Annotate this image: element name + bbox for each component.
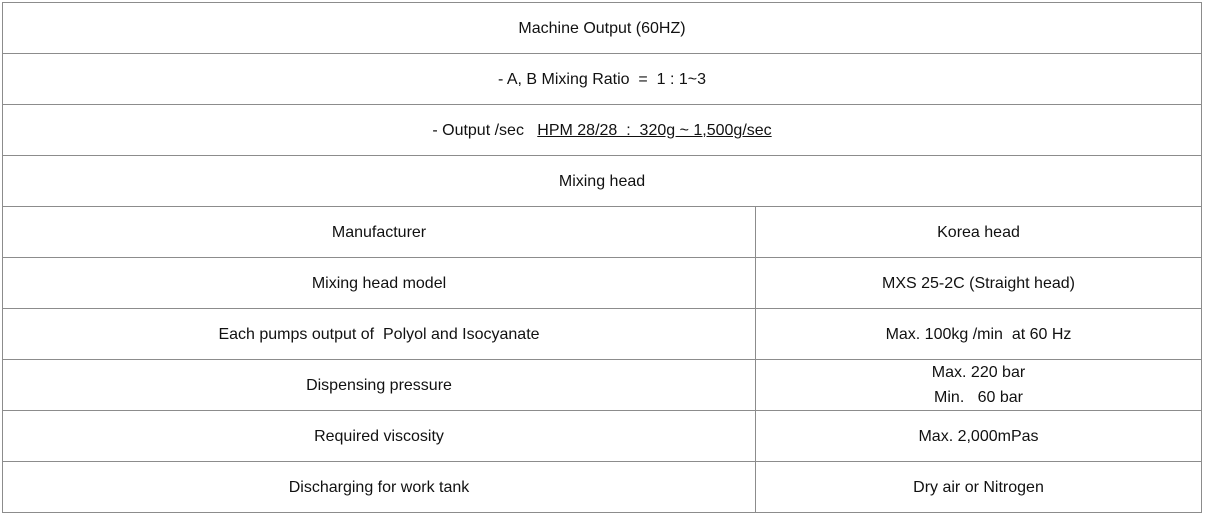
output-prefix-text: - Output /sec [432,121,538,139]
table-row [3,156,1202,207]
mixing-head-heading [3,156,1202,207]
spec-value-line: Min. 60 bar [934,389,1023,406]
spec-label-cell [3,258,756,309]
table-row [3,207,1202,258]
spec-value: Max. 100kg /min at 60 Hz [885,325,1072,343]
spec-label: Dispensing pressure [306,376,452,394]
machine-output-heading [3,3,1202,54]
output-per-sec-cell [3,105,1202,156]
machine-output-text: Machine Output (60HZ) [518,19,686,37]
spec-value-cell [756,258,1202,309]
spec-value-cell [756,360,1202,411]
output-value-text: HPM 28/28 : 320g ~ 1,500g/sec [537,121,772,139]
table-row [3,3,1202,54]
spec-label-cell [3,360,756,411]
mixing-ratio-text: - A, B Mixing Ratio = 1 : 1~3 [497,70,707,88]
table-row [3,411,1202,462]
spec-label: Each pumps output of Polyol and Isocyanate [218,325,540,343]
table-row [3,105,1202,156]
spec-value-cell [756,411,1202,462]
spec-label-cell [3,309,756,360]
table-row [3,54,1202,105]
spec-value: Max. 2,000mPas [918,427,1039,445]
spec-label: Discharging for work tank [288,478,470,496]
spec-value: Dry air or Nitrogen [913,478,1044,496]
spec-label: Required viscosity [314,427,444,445]
spec-value: Korea head [937,223,1020,241]
spec-value-line: Max. 220 bar [931,364,1026,381]
spec-label: Manufacturer [331,223,427,241]
table-row [3,462,1202,513]
spec-label: Mixing head model [311,274,447,292]
mixing-head-text: Mixing head [558,172,646,190]
spec-value-cell [756,309,1202,360]
spec-label-cell [3,411,756,462]
spec-value-cell [756,462,1202,513]
spec-value: MXS 25-2C (Straight head) [882,274,1075,292]
spec-value-cell [756,207,1202,258]
mixing-ratio-cell [3,54,1202,105]
table-row [3,360,1202,411]
table-row [3,309,1202,360]
table-row [3,258,1202,309]
spec-label-cell [3,462,756,513]
spec-label-cell [3,207,756,258]
machine-spec-table [2,2,1202,513]
